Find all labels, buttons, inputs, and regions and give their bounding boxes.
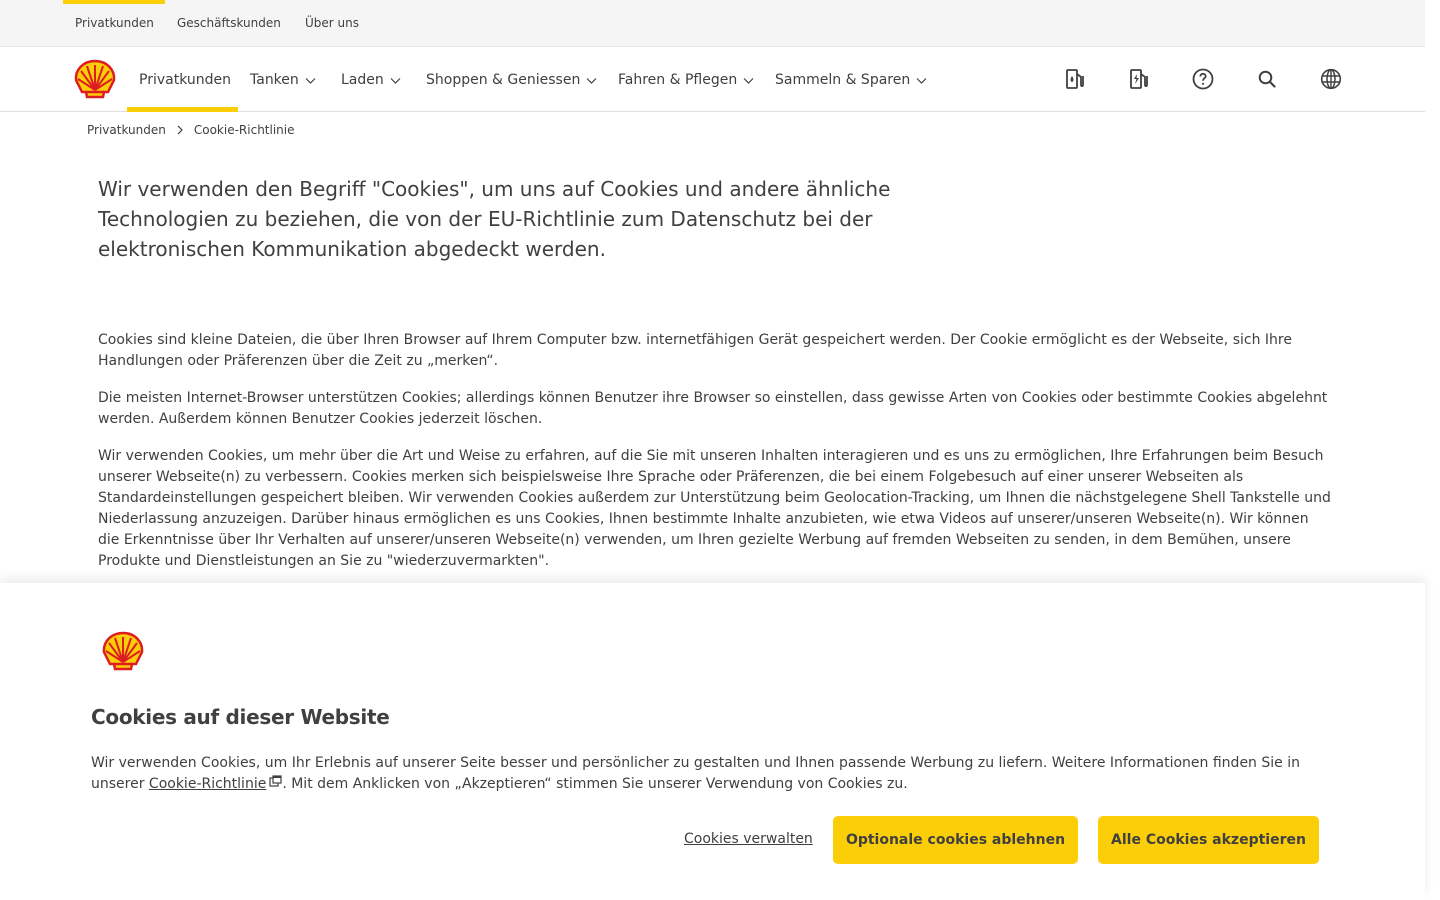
main-navigation <box>0 47 1425 112</box>
nav-item-label: Privatkunden <box>139 72 231 88</box>
external-link-icon <box>269 775 282 787</box>
utility-link-ueber-uns[interactable]: Über uns <box>305 16 359 30</box>
shell-logo-icon[interactable] <box>73 59 117 99</box>
nav-item-shoppen-geniessen[interactable] <box>426 72 597 88</box>
cookie-text-after: . Mit dem Anklicken von „Akzeptieren“ stimmen Sie unserer Verwendung von Cookies zu. <box>282 776 908 792</box>
globe-icon[interactable] <box>1319 67 1343 91</box>
utility-link-privatkunden[interactable]: Privatkunden <box>75 16 154 30</box>
nav-item-fahren-pflegen[interactable] <box>618 72 754 88</box>
nav-item-label: Shoppen & Geniessen <box>426 72 581 88</box>
chevron-down-icon <box>743 75 754 86</box>
reject-optional-cookies-button[interactable]: Optionale cookies ablehnen <box>833 816 1078 864</box>
chevron-down-icon <box>916 75 927 86</box>
nav-active-indicator <box>127 107 238 112</box>
ev-charging-icon[interactable] <box>1127 67 1151 91</box>
intro-text: Wir verwenden den Begriff "Cookies", um uns auf Cookies und andere ähnliche Technologien zu beziehen, die von der EU-Richtlinie zum Datenschutz bei der elektronischen Kommunikation abgedeckt werden. <box>98 177 891 261</box>
cookie-banner-text <box>91 753 1321 795</box>
utility-link-geschaeftskunden[interactable]: Geschäftskunden <box>177 16 281 30</box>
nav-item-laden[interactable] <box>341 72 401 88</box>
nav-item-label: Fahren & Pflegen <box>618 72 738 88</box>
nav-item-label: Tanken <box>250 72 299 88</box>
chevron-down-icon <box>390 75 401 86</box>
nav-item-tanken[interactable] <box>250 72 316 88</box>
nav-item-privatkunden[interactable] <box>139 72 231 88</box>
body-paragraph: Wir verwenden Cookies, um mehr über die Art und Weise zu erfahren, auf die Sie mit unseren Inhalten interagieren und es uns zu ermöglichen, Ihre Erfahrungen beim Besuch unserer Webseite(n) zu verbessern. Cookies merken sich beispielsweise Ihre Sprache oder Präferenzen, die bei einem Folgebesuch auf einer unserer Webseiten als Standardeinstellungen gespeichert bleiben. Wir verwenden Cookies außerdem zur Unterstützung beim Geolocation-Tracking, um Ihnen die nächstgelegene Shell Tankstelle und Niederlassung anzuzeigen. Darüber hinaus ermöglichen es uns Cookies, Ihnen bestimmte Inhalte anzubieten, wie etwa Videos auf unserer/unseren Webseite(n). Wir können die Erkenntnisse über Ihr Verhalten auf unserer/unseren Webseite(n) verwenden, um Ihren gezielte Werbung auf fremden Webseiten zu senden, in dem Bemühen, unsere Produkte und Dienstleistungen an Sie zu "wiederzuvermarkten". <box>98 448 1331 569</box>
breadcrumb-link-privatkunden[interactable]: Privatkunden <box>87 123 166 137</box>
manage-cookies-link[interactable]: Cookies verwalten <box>684 831 813 847</box>
accept-all-cookies-button[interactable]: Alle Cookies akzeptieren <box>1098 816 1319 864</box>
body-paragraph: Cookies sind kleine Dateien, die über Ihren Browser auf Ihrem Computer bzw. internetfähigen Gerät gespeichert werden. Der Cookie ermöglicht es der Webseite, sich Ihre Handlungen oder Präferenzen über die Zeit zu „merken“. <box>98 332 1292 369</box>
help-icon[interactable] <box>1191 67 1215 91</box>
nav-item-label: Sammeln & Sparen <box>775 72 911 88</box>
body-paragraph: Die meisten Internet-Browser unterstützen Cookies; allerdings können Benutzer ihre Browser so einstellen, dass gewisse Arten von Cookies oder bestimmte Cookies abgelehnt werden. Außerdem können Benutzer Cookies jederzeit löschen. <box>98 390 1328 427</box>
shell-logo-icon <box>101 631 145 671</box>
cookie-banner-title: Cookies auf dieser Website <box>91 705 390 729</box>
breadcrumb-current: Cookie-Richtlinie <box>193 123 295 137</box>
cookie-policy-link[interactable]: Cookie-Richtlinie <box>148 776 267 792</box>
nav-item-sammeln-sparen[interactable] <box>775 72 927 88</box>
utility-bar <box>0 0 1425 47</box>
chevron-down-icon <box>305 75 316 86</box>
chevron-down-icon <box>586 75 597 86</box>
fuel-station-icon[interactable] <box>1063 67 1087 91</box>
active-segment-indicator <box>63 0 165 4</box>
search-icon[interactable] <box>1255 67 1279 91</box>
chevron-right-icon <box>176 125 184 135</box>
cookie-banner <box>0 583 1425 900</box>
nav-item-label: Laden <box>341 72 384 88</box>
breadcrumb <box>87 123 295 137</box>
cookie-text-before: Wir verwenden Cookies, um Ihr Erlebnis auf unserer Seite besser und persönlicher zu gestalten und Ihnen passende Werbung zu liefern. Weitere Informationen finden Sie in unserer <box>91 755 1300 792</box>
